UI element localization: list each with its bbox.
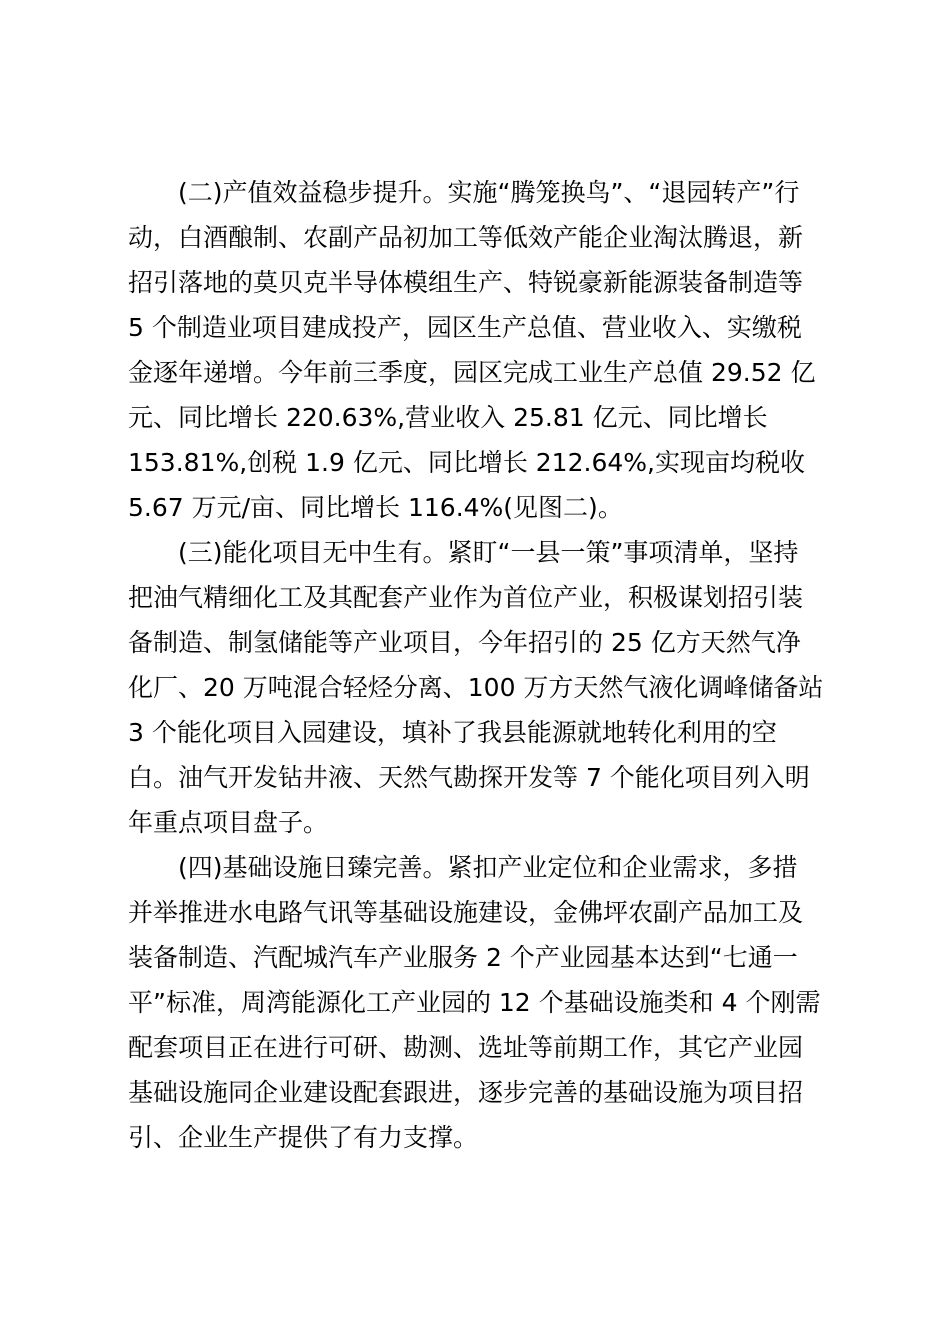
text-line: 元、同比增长 220.63%,营业收入 25.81 亿元、同比增长 bbox=[128, 403, 768, 432]
text-line: 招引落地的莫贝克半导体模组生产、特锐豪新能源装备制造等 bbox=[128, 268, 804, 297]
paragraph-section-3 bbox=[128, 530, 822, 845]
text-line: 白。油气开发钻井液、天然气勘探开发等 7 个能化项目列入明 bbox=[128, 763, 810, 792]
text-line: 基础设施同企业建设配套跟进，逐步完善的基础设施为项目招 bbox=[128, 1078, 804, 1107]
text-line: 5 个制造业项目建成投产，园区生产总值、营业收入、实缴税 bbox=[128, 313, 802, 342]
paragraph-section-2 bbox=[128, 170, 822, 530]
text-line: 化厂、20 万吨混合轻烃分离、100 万方天然气液化调峰储备站 bbox=[128, 673, 824, 702]
text-line: 动，白酒酿制、农副产品初加工等低效产能企业淘汰腾退，新 bbox=[128, 223, 804, 252]
text-line: (四)基础设施日臻完善。紧扣产业定位和企业需求，多措 bbox=[178, 853, 798, 882]
text-line: 备制造、制氢储能等产业项目，今年招引的 25 亿方天然气净 bbox=[128, 628, 801, 657]
text-line: 引、企业生产提供了有力支撑。 bbox=[128, 1123, 479, 1152]
text-line: 平”标准，周湾能源化工产业园的 12 个基础设施类和 4 个刚需 bbox=[128, 988, 821, 1017]
text-line: 3 个能化项目入园建设，填补了我县能源就地转化利用的空 bbox=[128, 718, 777, 747]
text-line: 年重点项目盘子。 bbox=[128, 808, 329, 837]
text-line: 金逐年递增。今年前三季度，园区完成工业生产总值 29.52 亿 bbox=[128, 358, 816, 387]
paragraph-section-4 bbox=[128, 845, 822, 1160]
text-line: (三)能化项目无中生有。紧盯“一县一策”事项清单，坚持 bbox=[178, 538, 799, 567]
text-line: 并举推进水电路气讯等基础设施建设，金佛坪农副产品加工及 bbox=[128, 898, 804, 927]
text-line: 5.67 万元/亩、同比增长 116.4%(见图二)。 bbox=[128, 493, 623, 522]
document-body bbox=[128, 170, 822, 1160]
text-line: (二)产值效益稳步提升。实施“腾笼换鸟”、“退园转产”行 bbox=[178, 178, 800, 207]
text-line: 153.81%,创税 1.9 亿元、同比增长 212.64%,实现亩均税收 bbox=[128, 448, 805, 477]
text-line: 配套项目正在进行可研、勘测、选址等前期工作，其它产业园 bbox=[128, 1033, 804, 1062]
text-line: 装备制造、汽配城汽车产业服务 2 个产业园基本达到“七通一 bbox=[128, 943, 798, 972]
text-line: 把油气精细化工及其配套产业作为首位产业，积极谋划招引装 bbox=[128, 583, 804, 612]
